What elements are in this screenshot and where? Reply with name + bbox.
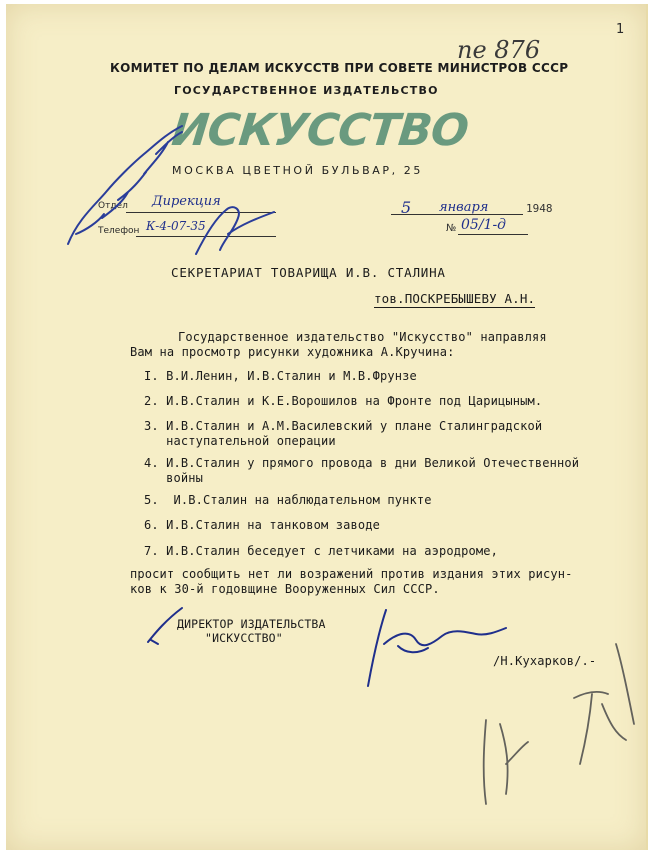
date-day: 5: [401, 198, 412, 217]
ref-number-label: №: [446, 223, 457, 234]
signatory-name: /Н.Кухарков/.-: [493, 654, 597, 668]
list-item: I. В.И.Ленин, И.В.Сталин и М.В.Фрунзе: [144, 369, 417, 383]
list-item: 4. И.В.Сталин у прямого провода в дни Великой Отечественной: [144, 456, 580, 470]
phone-line: [136, 236, 276, 237]
closing-line-2: ков к 30-й годовщине Вооруженных Сил СССР.: [130, 582, 440, 596]
closing-line-1: просит сообщить нет ли возражений против издания этих рисун-: [130, 567, 573, 581]
addressee-line-1: СЕКРЕТАРИАТ ТОВАРИЩА И.В. СТАЛИНА: [171, 265, 446, 280]
ref-number-value: 05/1-д: [461, 217, 507, 233]
addressee-line-2: тов.ПОСКРЕБЫШЕВУ А.Н.: [374, 291, 536, 306]
letterhead-committee: КОМИТЕТ ПО ДЕЛАМ ИСКУССТВ ПРИ СОВЕТЕ МИНИСТРОВ СССР: [110, 61, 569, 75]
department-label: Отдел: [98, 201, 128, 211]
list-item-continuation: наступательной операции: [144, 434, 336, 448]
department-line: [126, 212, 276, 213]
document-sheet: [6, 4, 648, 850]
phone-value: К-4-07-35: [146, 219, 206, 233]
sheet-number: 1: [616, 22, 625, 37]
logo-wordmark: ИСКУССТВО: [169, 105, 471, 156]
list-item: 6. И.В.Сталин на танковом заводе: [144, 518, 380, 532]
ref-line: [458, 234, 528, 235]
list-item: 7. И.В.Сталин беседует с летчиками на аэродроме,: [144, 544, 498, 558]
phone-label: Телефон: [98, 226, 140, 236]
letterhead-publisher: ГОСУДАРСТВЕННОЕ ИЗДАТЕЛЬСТВО: [174, 84, 439, 97]
date-year: 1948: [526, 202, 553, 215]
intro-line-2: Вам на просмотр рисунки художника А.Кручина:: [130, 345, 455, 359]
list-item: 2. И.В.Сталин и К.Е.Ворошилов на Фронте под Царицыным.: [144, 394, 543, 408]
intro-line-1: Государственное издательство "Искусство" направляя: [178, 330, 547, 344]
signature-title-line-2: "ИСКУССТВО": [205, 631, 283, 645]
letterhead-address: МОСКВА ЦВЕТНОЙ БУЛЬВАР, 25: [172, 164, 423, 177]
signature-title-line-1: ДИРЕКТОР ИЗДАТЕЛЬСТВА: [177, 617, 326, 631]
department-value: Дирекция: [152, 194, 221, 209]
archive-number-text: пе 876: [457, 36, 541, 64]
list-item: 5. И.В.Сталин на наблюдательном пункте: [144, 493, 432, 507]
list-item: 3. И.В.Сталин и А.М.Василевский у плане Сталинградской: [144, 419, 543, 433]
list-item-continuation: войны: [144, 471, 203, 485]
date-month: января: [439, 200, 489, 215]
